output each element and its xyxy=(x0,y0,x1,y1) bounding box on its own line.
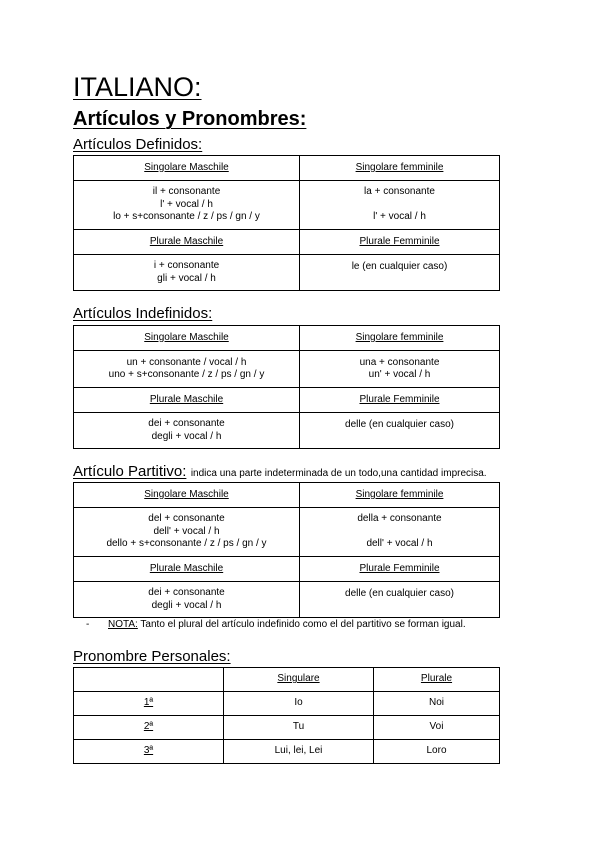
header-plurale-femminile: Plurale Femminile xyxy=(300,557,500,582)
singular-pronoun: Tu xyxy=(224,716,374,740)
cell-plurale-maschile: i + consonante gli + vocal / h xyxy=(74,255,300,291)
cell-plurale-femminile: delle (en cualquier caso) xyxy=(300,413,500,449)
plural-pronoun: Voi xyxy=(374,716,500,740)
partitivo-description: indica una parte indeterminada de un todo,una cantidad imprecisa. xyxy=(190,468,487,479)
person-label: 2ª xyxy=(74,716,224,740)
header-singolare-maschile: Singolare Maschile xyxy=(74,326,300,351)
header-empty xyxy=(74,668,224,692)
plural-pronoun: Noi xyxy=(374,692,500,716)
header-plurale-femminile: Plurale Femminile xyxy=(300,230,500,255)
cell-singolare-femminile: della + consonante dell' + vocal / h xyxy=(300,508,500,557)
section-heading-partitivo: Artículo Partitivo: xyxy=(73,463,187,480)
cell-singolare-maschile: del + consonante dell' + vocal / h dello + s+consonante / z / ps / gn / y xyxy=(74,508,300,557)
header-singolare-maschile: Singolare Maschile xyxy=(74,156,300,181)
singular-pronoun: Io xyxy=(224,692,374,716)
header-plurale-maschile: Plurale Maschile xyxy=(74,388,300,413)
header-plurale-maschile: Plurale Maschile xyxy=(74,230,300,255)
section-heading-partitivo-row xyxy=(73,463,487,483)
header-singolare-femminile: Singolare femminile xyxy=(300,326,500,351)
note-line xyxy=(86,618,466,632)
singular-pronoun: Lui, lei, Lei xyxy=(224,740,374,764)
header-plurale: Plurale xyxy=(374,668,500,692)
table-personales xyxy=(73,667,500,764)
note-bullet: - xyxy=(86,619,90,630)
plural-pronoun: Loro xyxy=(374,740,500,764)
section-heading-indefinidos: Artículos Indefinidos: xyxy=(73,305,213,322)
cell-singolare-femminile: la + consonante l' + vocal / h xyxy=(300,181,500,230)
page-title: ITALIANO: xyxy=(73,72,202,102)
header-singulare: Singulare xyxy=(224,668,374,692)
cell-plurale-femminile: delle (en cualquier caso) xyxy=(300,582,500,618)
cell-plurale-maschile: dei + consonante degli + vocal / h xyxy=(74,582,300,618)
section-heading-personales: Pronombre Personales: xyxy=(73,648,231,665)
table-partitivo xyxy=(73,482,500,618)
page-subtitle: Artículos y Pronombres: xyxy=(73,108,307,130)
header-singolare-femminile: Singolare femminile xyxy=(300,483,500,508)
person-label: 1ª xyxy=(74,692,224,716)
cell-plurale-femminile: le (en cualquier caso) xyxy=(300,255,500,291)
section-heading-definidos: Artículos Definidos: xyxy=(73,136,203,153)
table-definidos xyxy=(73,155,500,291)
cell-singolare-maschile: un + consonante / vocal / h uno + s+consonante / z / ps / gn / y xyxy=(74,351,300,388)
note-label: NOTA: xyxy=(108,619,138,630)
person-label: 3ª xyxy=(74,740,224,764)
cell-singolare-maschile: il + consonante l' + vocal / h lo + s+consonante / z / ps / gn / y xyxy=(74,181,300,230)
cell-plurale-maschile: dei + consonante degli + vocal / h xyxy=(74,413,300,449)
table-indefinidos xyxy=(73,325,500,449)
cell-singolare-femminile: una + consonante un' + vocal / h xyxy=(300,351,500,388)
header-singolare-femminile: Singolare femminile xyxy=(300,156,500,181)
header-plurale-femminile: Plurale Femminile xyxy=(300,388,500,413)
note-text: Tanto el plural del artículo indefinido como el del partitivo se forman igual. xyxy=(137,619,466,630)
header-plurale-maschile: Plurale Maschile xyxy=(74,557,300,582)
header-singolare-maschile: Singolare Maschile xyxy=(74,483,300,508)
